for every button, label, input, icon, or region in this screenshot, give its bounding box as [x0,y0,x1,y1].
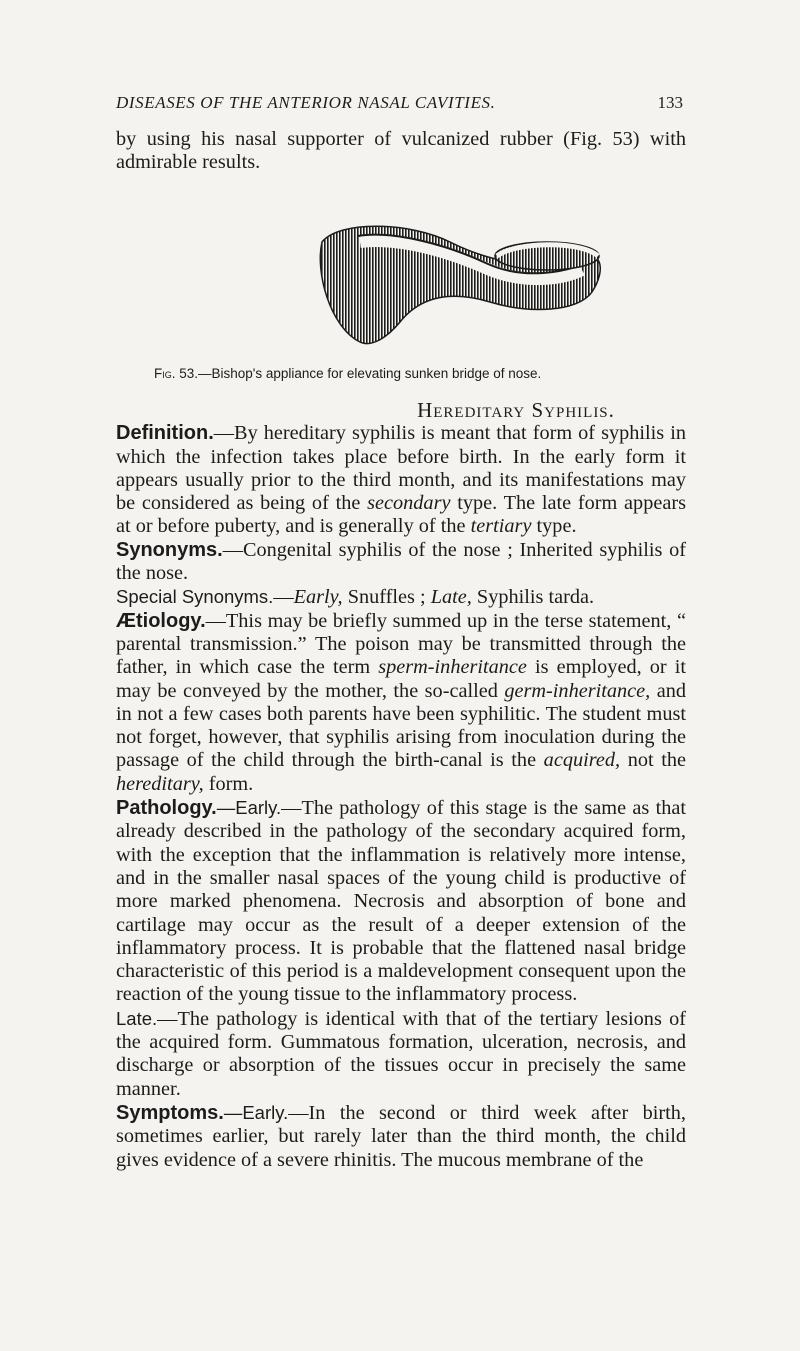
definition-text: type. [531,515,577,538]
etiology-emphasis: sperm-inheritance [378,656,527,679]
special-synonyms-dash: — [273,586,294,609]
special-synonyms-early-text: Snuffles ; [342,586,431,609]
figure-caption-text: —Bishop's appliance for elevating sunken bridge of nose. [198,366,542,381]
symptoms-early-label: —Early. [223,1101,289,1123]
definition-text: type. The late form appears at or before puberty, and is generally of the [116,492,686,538]
pathology-heading: Pathology. [116,797,217,820]
definition-heading: Definition. [116,422,214,445]
intro-text: by using his nasal supporter of vulcanized rubber (Fig. 53) with admirable results. [116,128,686,174]
definition-paragraph [116,422,686,538]
etiology-heading: Ætiology. [116,609,206,632]
figure-caption [154,366,684,381]
etiology-text: not the [620,749,686,772]
special-synonyms-late-label: Late, [430,586,472,609]
running-head-title: DISEASES OF THE ANTERIOR NASAL CAVITIES. [116,93,496,112]
main-text [116,399,686,1172]
pathology-late-text: —The pathology is identical with that of the tertiary lesions of the acquired form. Gummatous formation, ulceration, necrosis, and discharge or absorption of the tissues occur in precisely the same manner. [116,1007,686,1100]
etiology-text: and in not a few cases both parents have been syphilitic. The student must not forget, however, that syphilis arising from inoculation during the passage of the child through the birth-canal is the [116,679,686,772]
symptoms-heading: Symptoms. [116,1101,224,1124]
definition-emphasis: secondary [367,492,451,515]
special-synonyms-late-text: Syphilis tarda. [471,586,595,609]
etiology-emphasis: germ-inheritance, [504,679,651,702]
pathology-late-paragraph [116,1007,686,1101]
etiology-emphasis: acquired, [543,749,621,772]
pathology-early-label: —Early. [216,797,282,819]
synonyms-paragraph [116,539,686,586]
etiology-paragraph [116,610,686,796]
page-number: 133 [657,93,683,112]
etiology-emphasis: hereditary, [116,772,204,795]
etiology-text: form. [203,772,254,795]
definition-emphasis: tertiary [470,515,532,538]
synonyms-heading: Synonyms. [116,538,223,561]
special-synonyms-early-label: Early, [293,586,343,609]
pathology-late-label: Late. [116,1007,158,1029]
symptoms-paragraph [116,1101,686,1172]
running-head [116,93,682,113]
pathology-early-paragraph [116,796,686,1007]
special-synonyms-paragraph [116,585,686,609]
figure-label: Fig. 53. [154,366,199,381]
synonyms-text: —Congenital syphilis of the nose ; Inherited syphilis of the nose. [116,538,686,585]
definition-text: —By hereditary syphilis is meant that form of syphilis in which the infection takes place before birth. In the early form it appears usually prior to the third month, and its manifestations may be considered as being of the [116,422,686,515]
etiology-text: —This may be briefly summed up in the terse statement, “ parental transmission.” The poison may be transmitted through the father, in which case the term [116,609,686,679]
special-synonyms-heading: Special Synonyms. [116,586,274,608]
section-title: Hereditary Syphilis. [417,398,615,422]
intro-paragraph [116,128,686,175]
rubber-nasal-supporter-illustration-icon [300,212,620,352]
pathology-early-text: —The pathology of this stage is the same as that already described in the pathology of the secondary acquired form, with the exception that the inflammation is relatively more intense, and in the smaller nasal spaces of the young child is productive of more marked phenomena. Necrosis and absorption of bone and cartilage may occur as the result of a deeper extension of the inflammatory process. It is probable that the flattened nasal bridge characteristic of this period is a maldevelopment consequent upon the reaction of the young tissue to the inflammatory process. [116,797,686,1006]
etiology-text: is employed, or it may be conveyed by the mother, the so-called [116,656,686,702]
symptoms-text: —In the second or third week after birth, sometimes earlier, but rarely later than the third month, the child gives evidence of a severe rhinitis. The mucous membrane of the [116,1101,686,1171]
